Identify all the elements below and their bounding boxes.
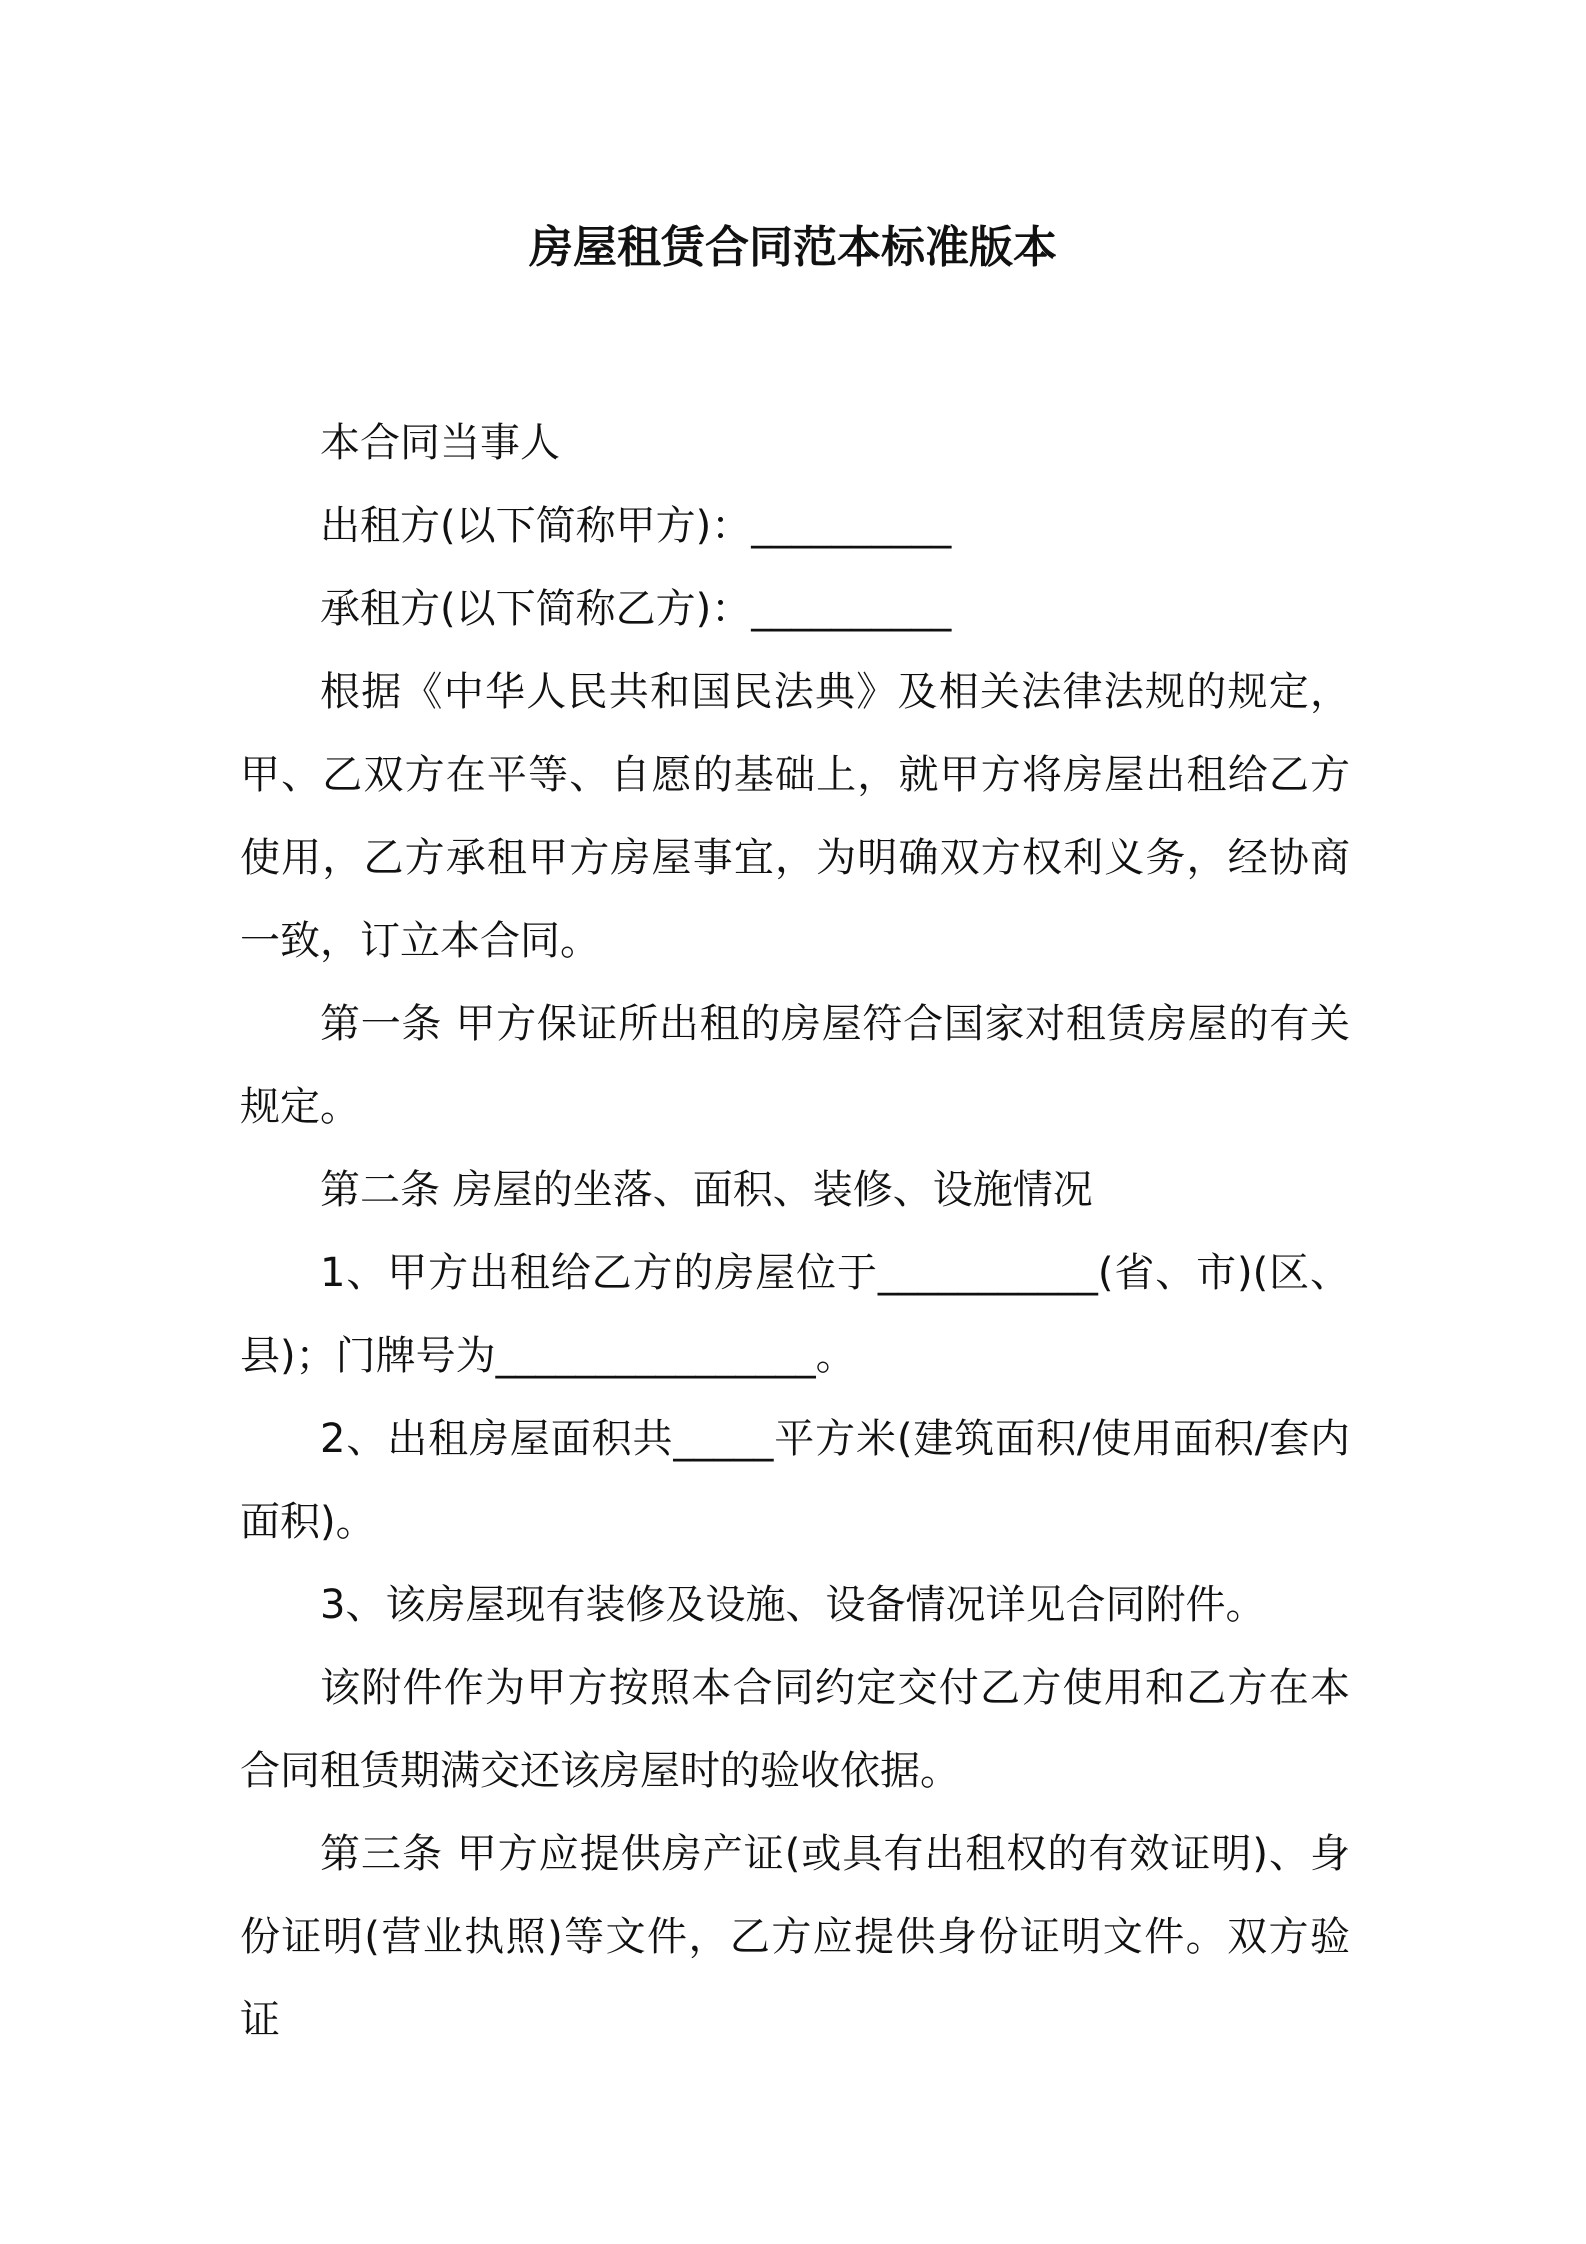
paragraph-article-2-item-1: 1、甲方出租给乙方的房屋位于___________(省、市)(区、县)；门牌号为________________。 [240,1250,1350,1379]
paragraph-preamble: 根据《中华人民共和国民法典》及相关法律法规的规定，甲、乙双方在平等、自愿的基础上，就甲方将房屋出租给乙方使用，乙方承租甲方房屋事宜，为明确双方权利义务，经协商一致，订立本合同。 [240,669,1350,964]
paragraph-parties-heading: 本合同当事人 [320,420,560,466]
paragraph-article-2-item-2: 2、出租房屋面积共_____平方米(建筑面积/使用面积/套内面积)。 [240,1416,1350,1545]
paragraph-article-2-heading: 第二条 房屋的坐落、面积、装修、设施情况 [320,1167,1093,1213]
paragraph-lessee: 承租方(以下简称乙方)：__________ [320,586,952,632]
document-body [240,402,1350,2062]
paragraph-article-2-item-3: 3、该房屋现有装修及设施、设备情况详见合同附件。 [320,1582,1266,1628]
document-title: 房屋租赁合同范本标准版本 [529,222,1057,273]
paragraph-lessor: 出租方(以下简称甲方)：__________ [320,503,952,549]
paragraph-article-1: 第一条 甲方保证所出租的房屋符合国家对租赁房屋的有关规定。 [240,1001,1350,1130]
paragraph-article-3: 第三条 甲方应提供房产证(或具有出租权的有效证明)、身份证明(营业执照)等文件，乙方应提供身份证明文件。双方验证 [240,1831,1350,2043]
paragraph-attachment-note: 该附件作为甲方按照本合同约定交付乙方使用和乙方在本合同租赁期满交还该房屋时的验收依据。 [240,1665,1350,1794]
